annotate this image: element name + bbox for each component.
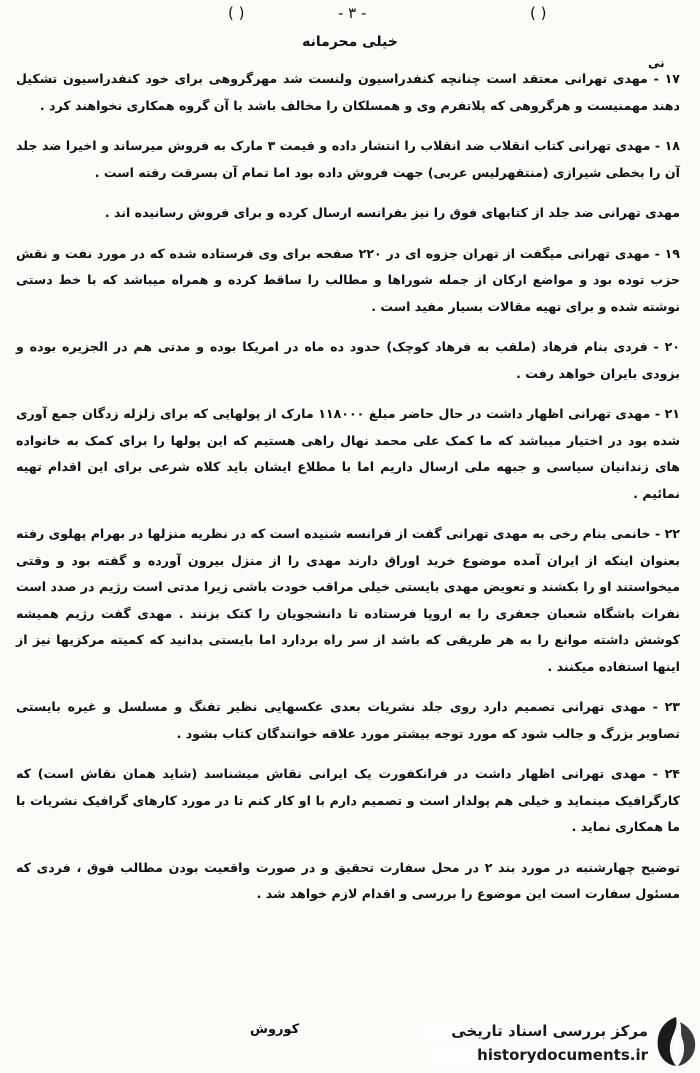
paragraph-20: ۲۰ - فردی بنام فرهاد (ملقب به فرهاد کوچک) حدود ده ماه در امریکا بوده و مدتی هم در الجزیره بوده و بزودی بایران خواهد رفت .: [16, 339, 680, 381]
page-number: - ۳ -: [338, 4, 367, 22]
header-parenthesis-left: ( ): [228, 4, 245, 22]
paragraph-19: ۱۹ - مهدی تهرانی میگفت از تهران جزوه ای در ۲۲۰ صفحه برای وی فرستاده شده که در مورد نفت و نقش حزب توده بود و مواضع ارکان از جمله شوراها و مطالب را ساقط کرده و همراه میباشد که با خط دستی نوشته شده و برای تهیه مقالات بسیار مفید است .: [16, 245, 680, 314]
explanation-note: توضیح چهارشنبه در مورد بند ۲ در محل سفارت تحقیق و در صورت واقعیت بودن مطالب فوق ، فردی که مسئول سفارت است این موضوع را بررسی و اقدام لازم خواهد شد .: [16, 859, 680, 901]
watermark-title: مرکز بررسی اسناد تاریخی: [420, 1022, 648, 1040]
watermark: [420, 1012, 700, 1070]
paragraph-22: ۲۲ - خانمی بنام رخی به مهدی تهرانی گفت از فرانسه شنیده است که در نظریه منزلها در بهرام پهلوی رفته بعنوان اینکه از ایران آمده موضوع خرید اوراق دارند مهدی را از منزل بیرون آورده و گفته بود و وقتی میخواستند او را بکشند و تعویض مهدی بایستی خیلی مراقب خودت باشی زیرا مدتی است رژیم در صدد است نفرات باشگاه شعبان جعفری را به اروپا فرستاده تا دانشجویان را کتک بزنند . مهدی گفت رژیم همیشه کوشش داشته موانع را به هر طریقی که باشد از سر راه بردارد اما بایستی بدانید که کمیته مرکزیها نیز از اینها استفاده میکنند .: [16, 526, 680, 674]
archive-logo-icon: [652, 1014, 700, 1068]
paragraph-17: ۱۷ - مهدی تهرانی معتقد است چنانچه کنفدراسیون ولنست شد مهرگروهی برای خود کنفدراسیون تشکیل دهند مهمنیست و هرگروهی که پلاتفرم وی و همسلکان را مخالف باشد با آن گروه همکاری نخواهند کرد .: [16, 71, 680, 113]
report-body: [16, 66, 680, 922]
paragraph-18: ۱۸ - مهدی تهرانی کتاب انقلاب ضد انقلاب را انتشار داده و قیمت ۳ مارک به فروش میرساند و اخیرا ضد جلد آن را بخطی شیرازی (منتقهرلیس عربی) جهت فروش داده بود اما تمام آن بسرقت رفته است .: [16, 138, 680, 180]
signature: کوروش: [250, 1022, 300, 1037]
watermark-url: historydocuments.ir: [432, 1046, 648, 1064]
paragraph-23: ۲۳ - مهدی تهرانی تصمیم دارد روی جلد نشریات بعدی عکسهایی نظیر تفنگ و مسلسل و غیره بایستی تصاویر بزرگ و جالب شود که مورد توجه بیشتر مورد علاقه خوانندگان کتاب بشود .: [16, 699, 680, 741]
page-header: [0, 4, 700, 26]
header-parenthesis-right: ( ): [530, 4, 547, 22]
paragraph-18-continued: مهدی تهرانی ضد جلد از کتابهای فوق را نیز بفرانسه ارسال کرده و برای فروش رسانیده اند .: [104, 205, 680, 220]
handwritten-margin-note: نی: [648, 56, 665, 70]
paragraph-21: ۲۱ - مهدی تهرانی اظهار داشت در حال حاضر مبلغ ۱۱۸۰۰۰ مارک از پولهایی که برای زلزله زدگان جمع آوری شده بود در اختیار میباشد که ما کمک علی محمد نهال راهی هستیم که این پولها را برای کمک به خانواده های زندانیان سیاسی و جبهه ملی ارسال داریم اما با مطلاع ایشان باید کلاه شرعی برای این اقدام تهیه نمائیم .: [16, 406, 680, 501]
paragraph-24: ۲۴ - مهدی تهرانی اظهار داشت در فرانکفورت یک ایرانی نقاش میشناسد (شاید همان نقاش است) که کارگرافیک مینماید و خیلی هم پولدار است و تصمیم دارم با او کار کنم تا در مورد کارهای گرافیک نشریات با ما همکاری نماید .: [16, 766, 680, 834]
classification-label: خیلی محرمانه: [302, 34, 398, 50]
